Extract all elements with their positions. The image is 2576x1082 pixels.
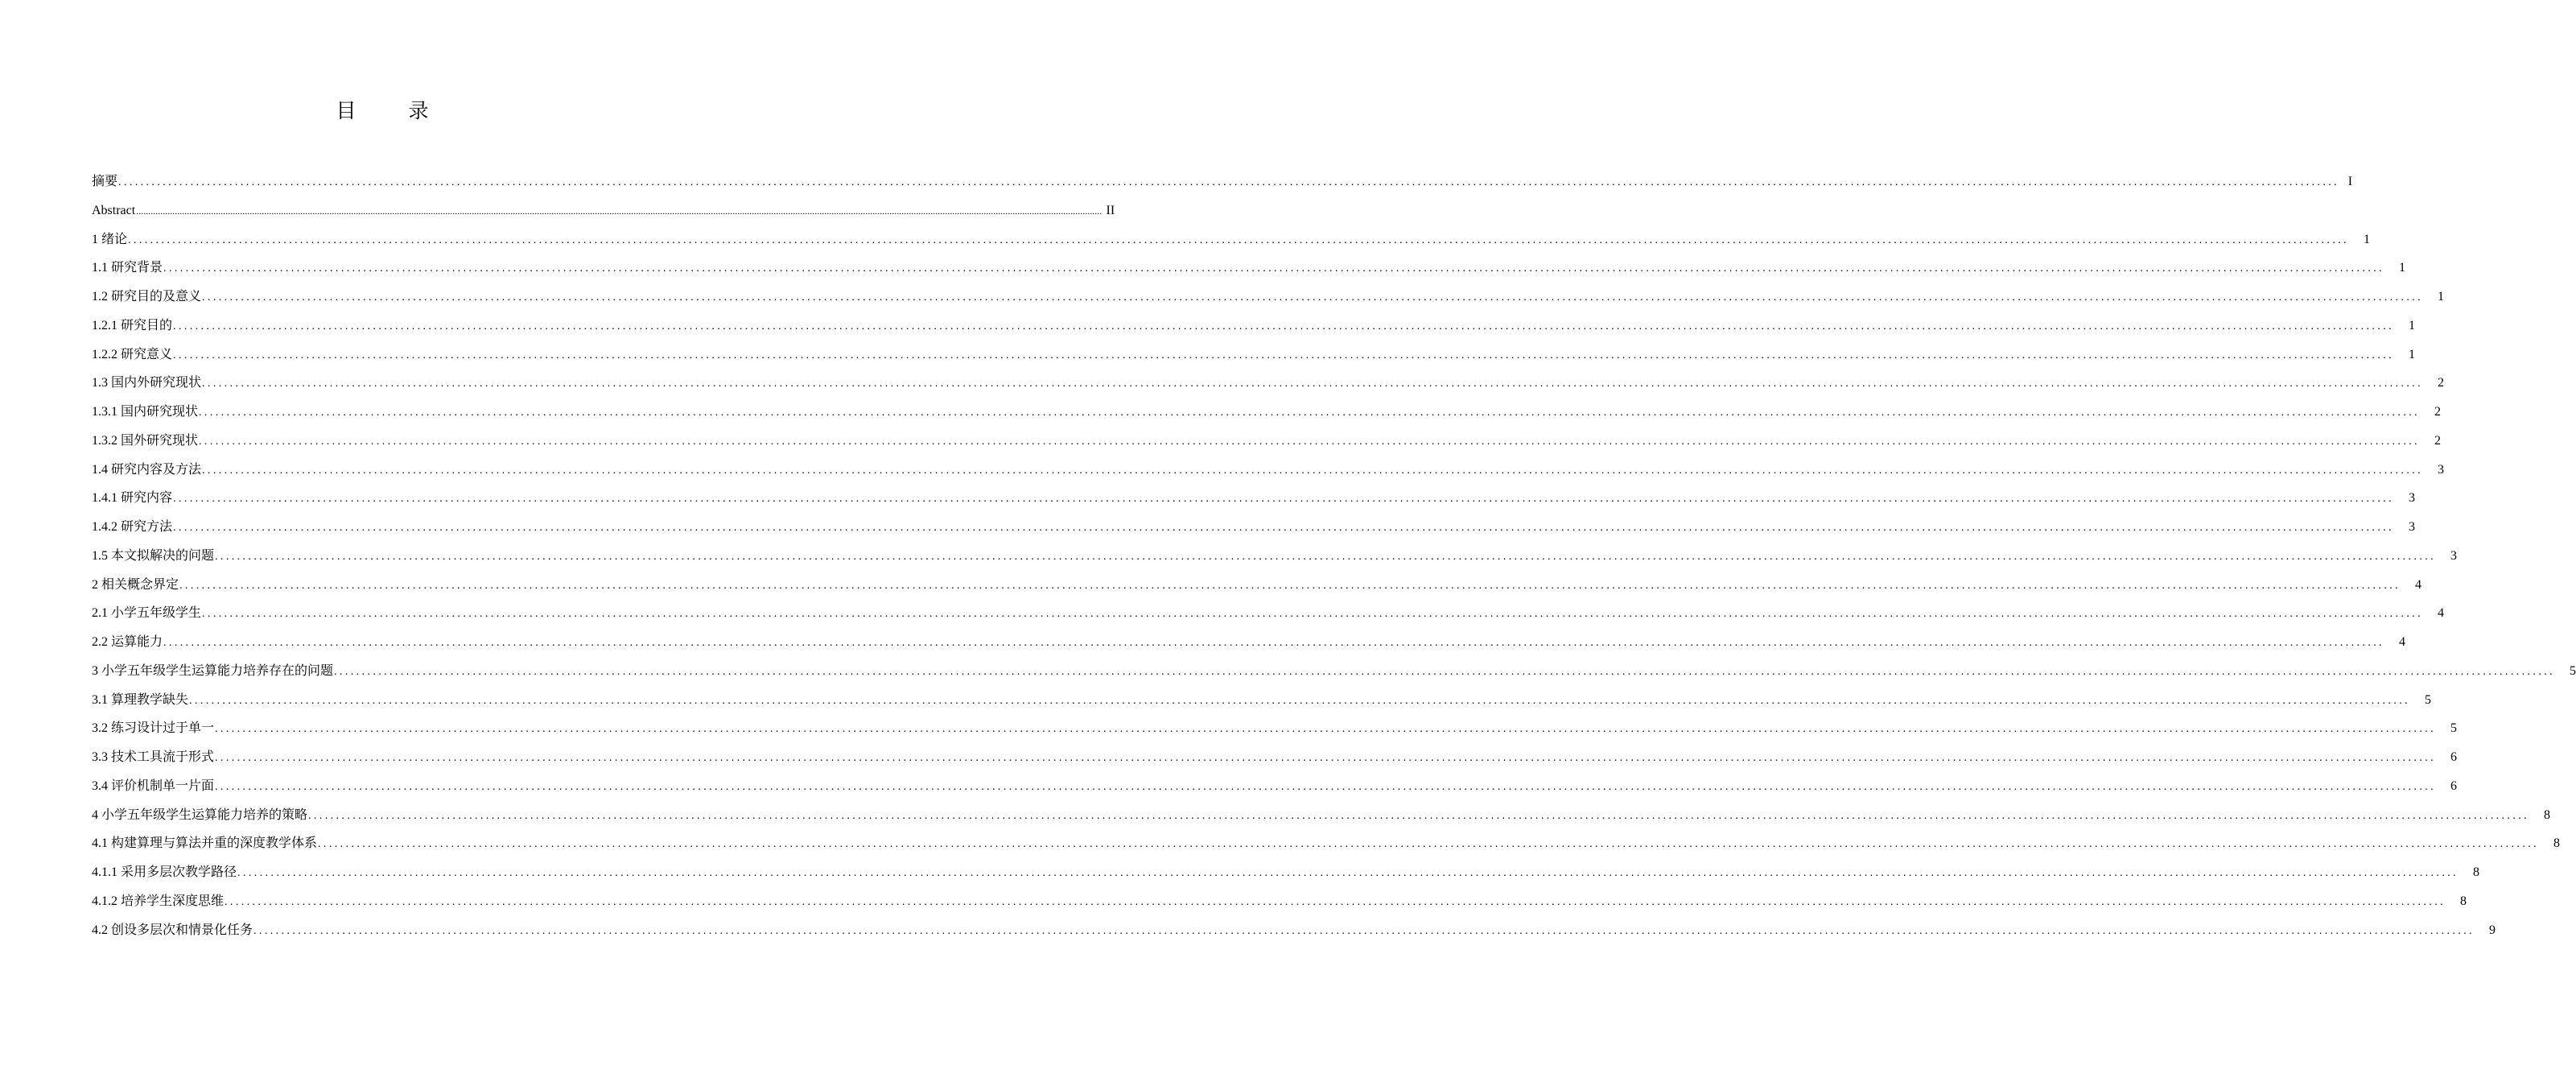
- toc-entry-title: 3.4 评价机制单一片面: [92, 778, 215, 793]
- toc-entry-title: 3.2 练习设计过于单一: [92, 721, 215, 736]
- toc-dot-leader: ................................................................................................................................................................................................................................................................................................................................................................................................................: [173, 493, 2395, 506]
- toc-entry-title: 4.1 构建算理与算法并重的深度教学体系: [92, 836, 318, 851]
- toc-entry-page-number: 1: [2438, 290, 2445, 304]
- toc-entry-title: 1.3 国内外研究现状: [92, 376, 202, 390]
- toc-dot-leader: ................................................................................................................................................................................................................................................................................................................................................................................................................: [237, 867, 2459, 879]
- toc-entry[interactable]: [92, 657, 2576, 686]
- toc-entry-page-number: 3: [2438, 462, 2445, 477]
- toc-entry[interactable]: [92, 225, 2371, 254]
- toc-entry-title: 2.2 运算能力: [92, 635, 163, 649]
- toc-entry-page-number: 3: [2450, 548, 2458, 563]
- toc-entry[interactable]: [92, 167, 2353, 196]
- toc-entry[interactable]: [92, 916, 2496, 945]
- toc-entry[interactable]: [92, 743, 2458, 772]
- toc-dot-leader: ................................................................................................................................................................................................................................................................................................................................................................................................................: [189, 694, 2411, 707]
- toc-entry[interactable]: [92, 772, 2458, 801]
- toc-entry-page-number: 6: [2450, 778, 2458, 793]
- toc-entry[interactable]: [92, 542, 2458, 571]
- toc-dot-leader: ................................................................................................................................................................................................................................................................................................................................................................................................................: [215, 723, 2437, 736]
- toc-entry-page-number: 8: [2460, 894, 2467, 908]
- toc-dot-leader: ................................................................................................................................................................................................................................................................................................................................................................................................................: [163, 262, 2385, 275]
- toc-entry-page-number: 2: [2434, 433, 2442, 448]
- toc-dot-leader: ................................................................................................................................................................................................................................................................................................................................................................................................................: [202, 291, 2424, 304]
- toc-entry[interactable]: [92, 714, 2458, 743]
- toc-entry-page-number: 4: [2438, 606, 2445, 621]
- toc-dot-leader: ................................................................................................................................................................................................................................................................................................................................................................................................................: [173, 522, 2395, 534]
- toc-entry-page-number: 4: [2415, 577, 2422, 592]
- toc-entry-page-number: 4: [2399, 635, 2406, 649]
- toc-entry-title: 1.4 研究内容及方法: [92, 462, 202, 477]
- toc-dot-leader: ................................................................................................................................................................................................................................................................................................................................................................................................................: [163, 637, 2385, 649]
- toc-entry-page-number: II: [1106, 203, 1115, 217]
- toc-entry[interactable]: [92, 312, 2416, 341]
- toc-entry[interactable]: [92, 427, 2442, 456]
- toc-entry[interactable]: [92, 398, 2442, 427]
- toc-entry-page-number: 8: [2553, 836, 2561, 851]
- toc-entry[interactable]: [92, 686, 2432, 715]
- toc-dot-leader: ................................................................................................................................................................................................................................................................................................................................................................................................................: [253, 924, 2475, 937]
- toc-entry[interactable]: [92, 858, 2480, 887]
- toc-entry-title: 3.1 算理教学缺失: [92, 692, 189, 707]
- toc-entry-title: 4.1.2 培养学生深度思维: [92, 894, 225, 908]
- toc-entry-page-number: 2: [2438, 376, 2445, 390]
- toc-entry[interactable]: [92, 599, 2445, 628]
- table-of-contents: [92, 167, 2576, 944]
- toc-entry-page-number: 5: [2570, 663, 2576, 678]
- toc-dot-leader: ................................................................................................................................................................................................................................................................................................................................................................................................................: [308, 809, 2530, 822]
- toc-dot-leader: ................................................................................................................................................................................................................................................................................................................................................................................................................: [179, 579, 2401, 592]
- toc-entry-page-number: I: [2347, 175, 2353, 188]
- toc-entry-title: 4 小学五年级学生运算能力培养的策略: [92, 807, 308, 822]
- toc-dot-leader: ................................................................................................................................................................................................................................................................................................................................................................................................................: [202, 464, 2424, 477]
- toc-entry[interactable]: [92, 341, 2416, 370]
- toc-entry-page-number: 6: [2450, 750, 2458, 764]
- toc-entry-page-number: 3: [2409, 520, 2416, 534]
- toc-dot-leader: ................................................................................................................................................................................................................................................................................................................................................................................................................: [173, 320, 2395, 332]
- toc-entry-page-number: 3: [2409, 491, 2416, 506]
- toc-entry-title: 摘要: [92, 175, 118, 188]
- toc-dot-leader: ................................................................................................................................................................................................................................................................................................................................................................................................................: [202, 378, 2424, 390]
- toc-entry-page-number: 1: [2399, 261, 2406, 275]
- toc-entry-page-number: 8: [2473, 865, 2480, 879]
- toc-entry-title: 1.4.1 研究内容: [92, 491, 173, 506]
- toc-entry-title: 1.3.2 国外研究现状: [92, 433, 199, 448]
- toc-entry-title: 1.4.2 研究方法: [92, 520, 173, 534]
- toc-entry-page-number: 8: [2544, 807, 2551, 822]
- toc-entry-title: 1.1 研究背景: [92, 261, 163, 275]
- toc-entry[interactable]: [92, 283, 2445, 312]
- toc-entry-page-number: 1: [2409, 347, 2416, 361]
- toc-entry-title: 1.2.1 研究目的: [92, 318, 173, 332]
- toc-entry-title: 4.1.1 采用多层次教学路径: [92, 865, 237, 879]
- toc-entry[interactable]: [92, 369, 2445, 398]
- toc-entry[interactable]: [92, 571, 2422, 600]
- toc-entry-title: 2.1 小学五年级学生: [92, 606, 202, 621]
- toc-dot-leader: ................................................................................................................................................................................................................................................................................................................................................................................................................: [199, 435, 2421, 448]
- toc-dot-leader: ................................................................................................................................................................................................................................................................................................................................................................................................................: [173, 349, 2395, 361]
- toc-entry-page-number: 2: [2434, 405, 2442, 419]
- toc-entry-title: 3.3 技术工具流于形式: [92, 750, 215, 764]
- toc-dot-leader: ................................................................................................................................................................................................................................................................................................................................................................................................................: [118, 176, 2340, 188]
- toc-dot-leader: ................................................................................................................................................................................................................................................................................................................................................................................................................: [215, 550, 2437, 563]
- toc-entry-title: 1.2.2 研究意义: [92, 347, 173, 361]
- toc-entry-title: 3 小学五年级学生运算能力培养存在的问题: [92, 663, 334, 678]
- toc-dot-leader: ................................................................................................................................................................................................................................................................................................................................................................................................................: [128, 233, 2350, 246]
- toc-entry-title: 4.2 创设多层次和情景化任务: [92, 923, 253, 937]
- toc-entry-page-number: 1: [2409, 318, 2416, 332]
- toc-entry-page-number: 5: [2450, 721, 2458, 736]
- toc-entry-page-number: 1: [2364, 232, 2371, 246]
- toc-entry[interactable]: [92, 484, 2416, 513]
- toc-entry-title: 1.5 本文拟解决的问题: [92, 548, 215, 563]
- toc-entry-title: 2 相关概念界定: [92, 577, 179, 592]
- toc-dot-leader: ................................................................................................................................................................................................................................................................................................................................................................................................................: [334, 665, 2556, 678]
- page-title: 目 录: [336, 99, 445, 122]
- toc-entry[interactable]: [92, 196, 1115, 225]
- toc-entry[interactable]: [92, 829, 2561, 858]
- toc-entry[interactable]: [92, 801, 2551, 830]
- toc-entry-page-number: 5: [2425, 692, 2432, 707]
- toc-dot-leader: ................................................................................................................................................................................................................................................................................................................................................................................................................: [215, 752, 2437, 764]
- toc-dot-leader: ................................................................................................................................................................................................................................................................................................................................................................................................................: [136, 204, 1103, 217]
- toc-entry[interactable]: [92, 513, 2416, 542]
- toc-dot-leader: ................................................................................................................................................................................................................................................................................................................................................................................................................: [199, 407, 2421, 419]
- toc-entry-title: 1.2 研究目的及意义: [92, 290, 202, 304]
- toc-entry[interactable]: [92, 887, 2467, 916]
- toc-dot-leader: ................................................................................................................................................................................................................................................................................................................................................................................................................: [318, 838, 2540, 851]
- toc-dot-leader: ................................................................................................................................................................................................................................................................................................................................................................................................................: [202, 608, 2424, 621]
- toc-entry[interactable]: [92, 628, 2406, 657]
- toc-entry-title: 1 绪论: [92, 232, 128, 246]
- toc-entry-title: Abstract: [92, 203, 136, 217]
- toc-entry-page-number: 9: [2489, 923, 2496, 937]
- toc-entry-title: 1.3.1 国内研究现状: [92, 405, 199, 419]
- toc-dot-leader: ................................................................................................................................................................................................................................................................................................................................................................................................................: [225, 895, 2446, 908]
- toc-dot-leader: ................................................................................................................................................................................................................................................................................................................................................................................................................: [215, 780, 2437, 793]
- toc-entry[interactable]: [92, 456, 2445, 485]
- toc-entry[interactable]: [92, 254, 2406, 283]
